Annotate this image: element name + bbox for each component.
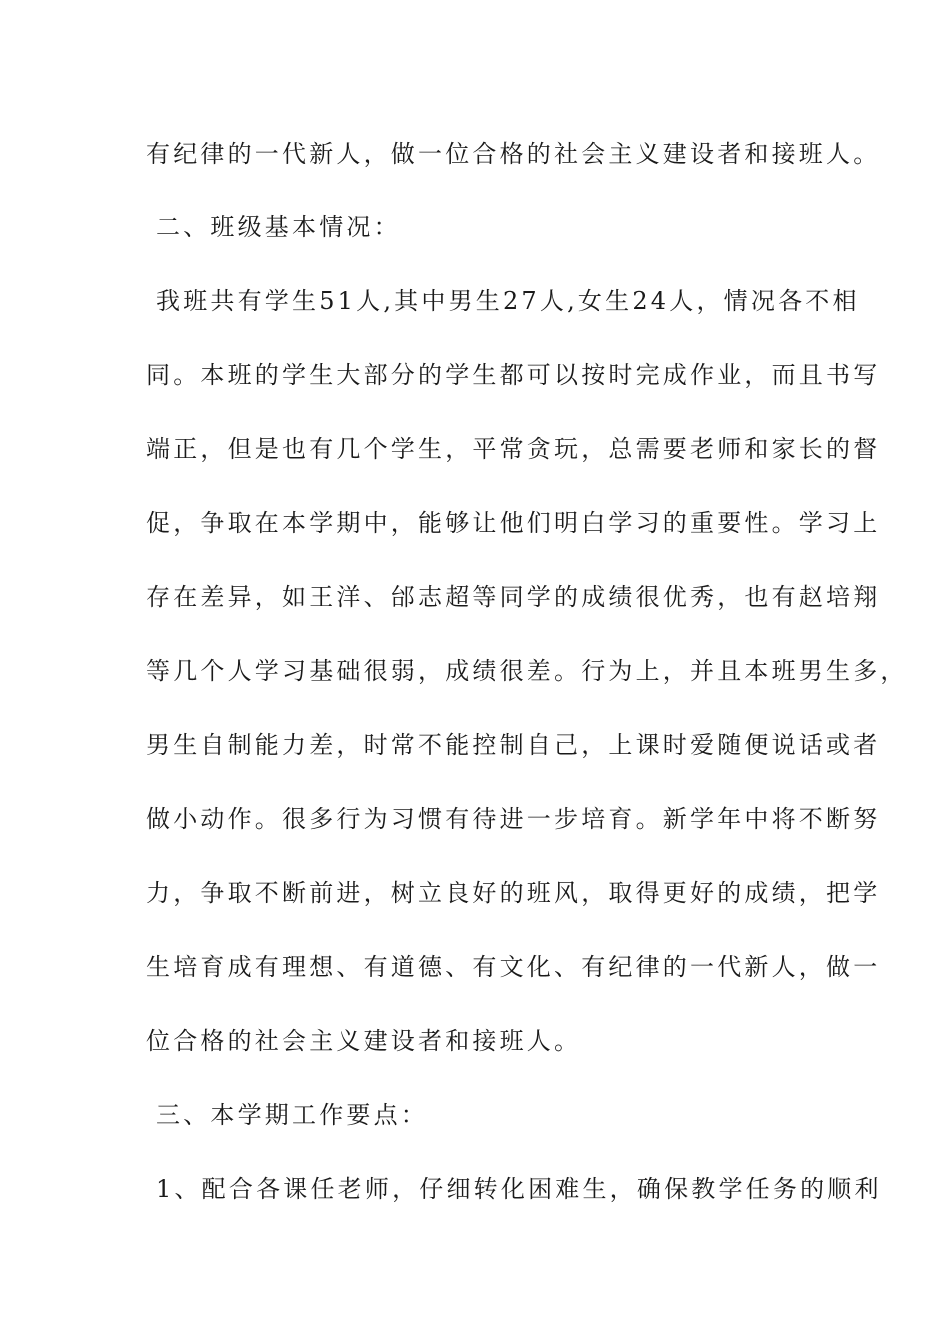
text-line-1: 有纪律的一代新人，做一位合格的社会主义建设者和接班人。	[146, 140, 881, 168]
text-line-10: 做小动作。很多行为习惯有待进一步培育。新学年中将不断努	[146, 805, 881, 833]
text-line-9: 男生自制能力差，时常不能控制自己，上课时爱随便说话或者	[146, 731, 881, 759]
text-line-6: 促，争取在本学期中，能够让他们明白学习的重要性。学习上	[146, 509, 881, 537]
text-line-3: 我班共有学生51人,其中男生27人,女生24人，情况各不相	[156, 287, 860, 315]
text-line-7: 存在差异，如王洋、邰志超等同学的成绩很优秀，也有赵培翔	[146, 583, 881, 611]
text-line-12: 生培育成有理想、有道德、有文化、有纪律的一代新人，做一	[146, 953, 881, 981]
text-line-13: 位合格的社会主义建设者和接班人。	[146, 1027, 582, 1055]
text-line-11: 力，争取不断前进，树立良好的班风，取得更好的成绩，把学	[146, 879, 881, 907]
text-line-15: 1、配合各课任老师，仔细转化困难生，确保教学任务的顺利	[156, 1175, 882, 1203]
text-line-8: 等几个人学习基础很弱，成绩很差。行为上，并且本班男生多，	[146, 657, 908, 685]
section-heading-work-points: 三、本学期工作要点：	[156, 1101, 428, 1129]
section-heading-class-info: 二、班级基本情况：	[156, 213, 401, 241]
text-line-4: 同。本班的学生大部分的学生都可以按时完成作业，而且书写	[146, 361, 881, 389]
text-line-5: 端正，但是也有几个学生，平常贪玩，总需要老师和家长的督	[146, 435, 881, 463]
